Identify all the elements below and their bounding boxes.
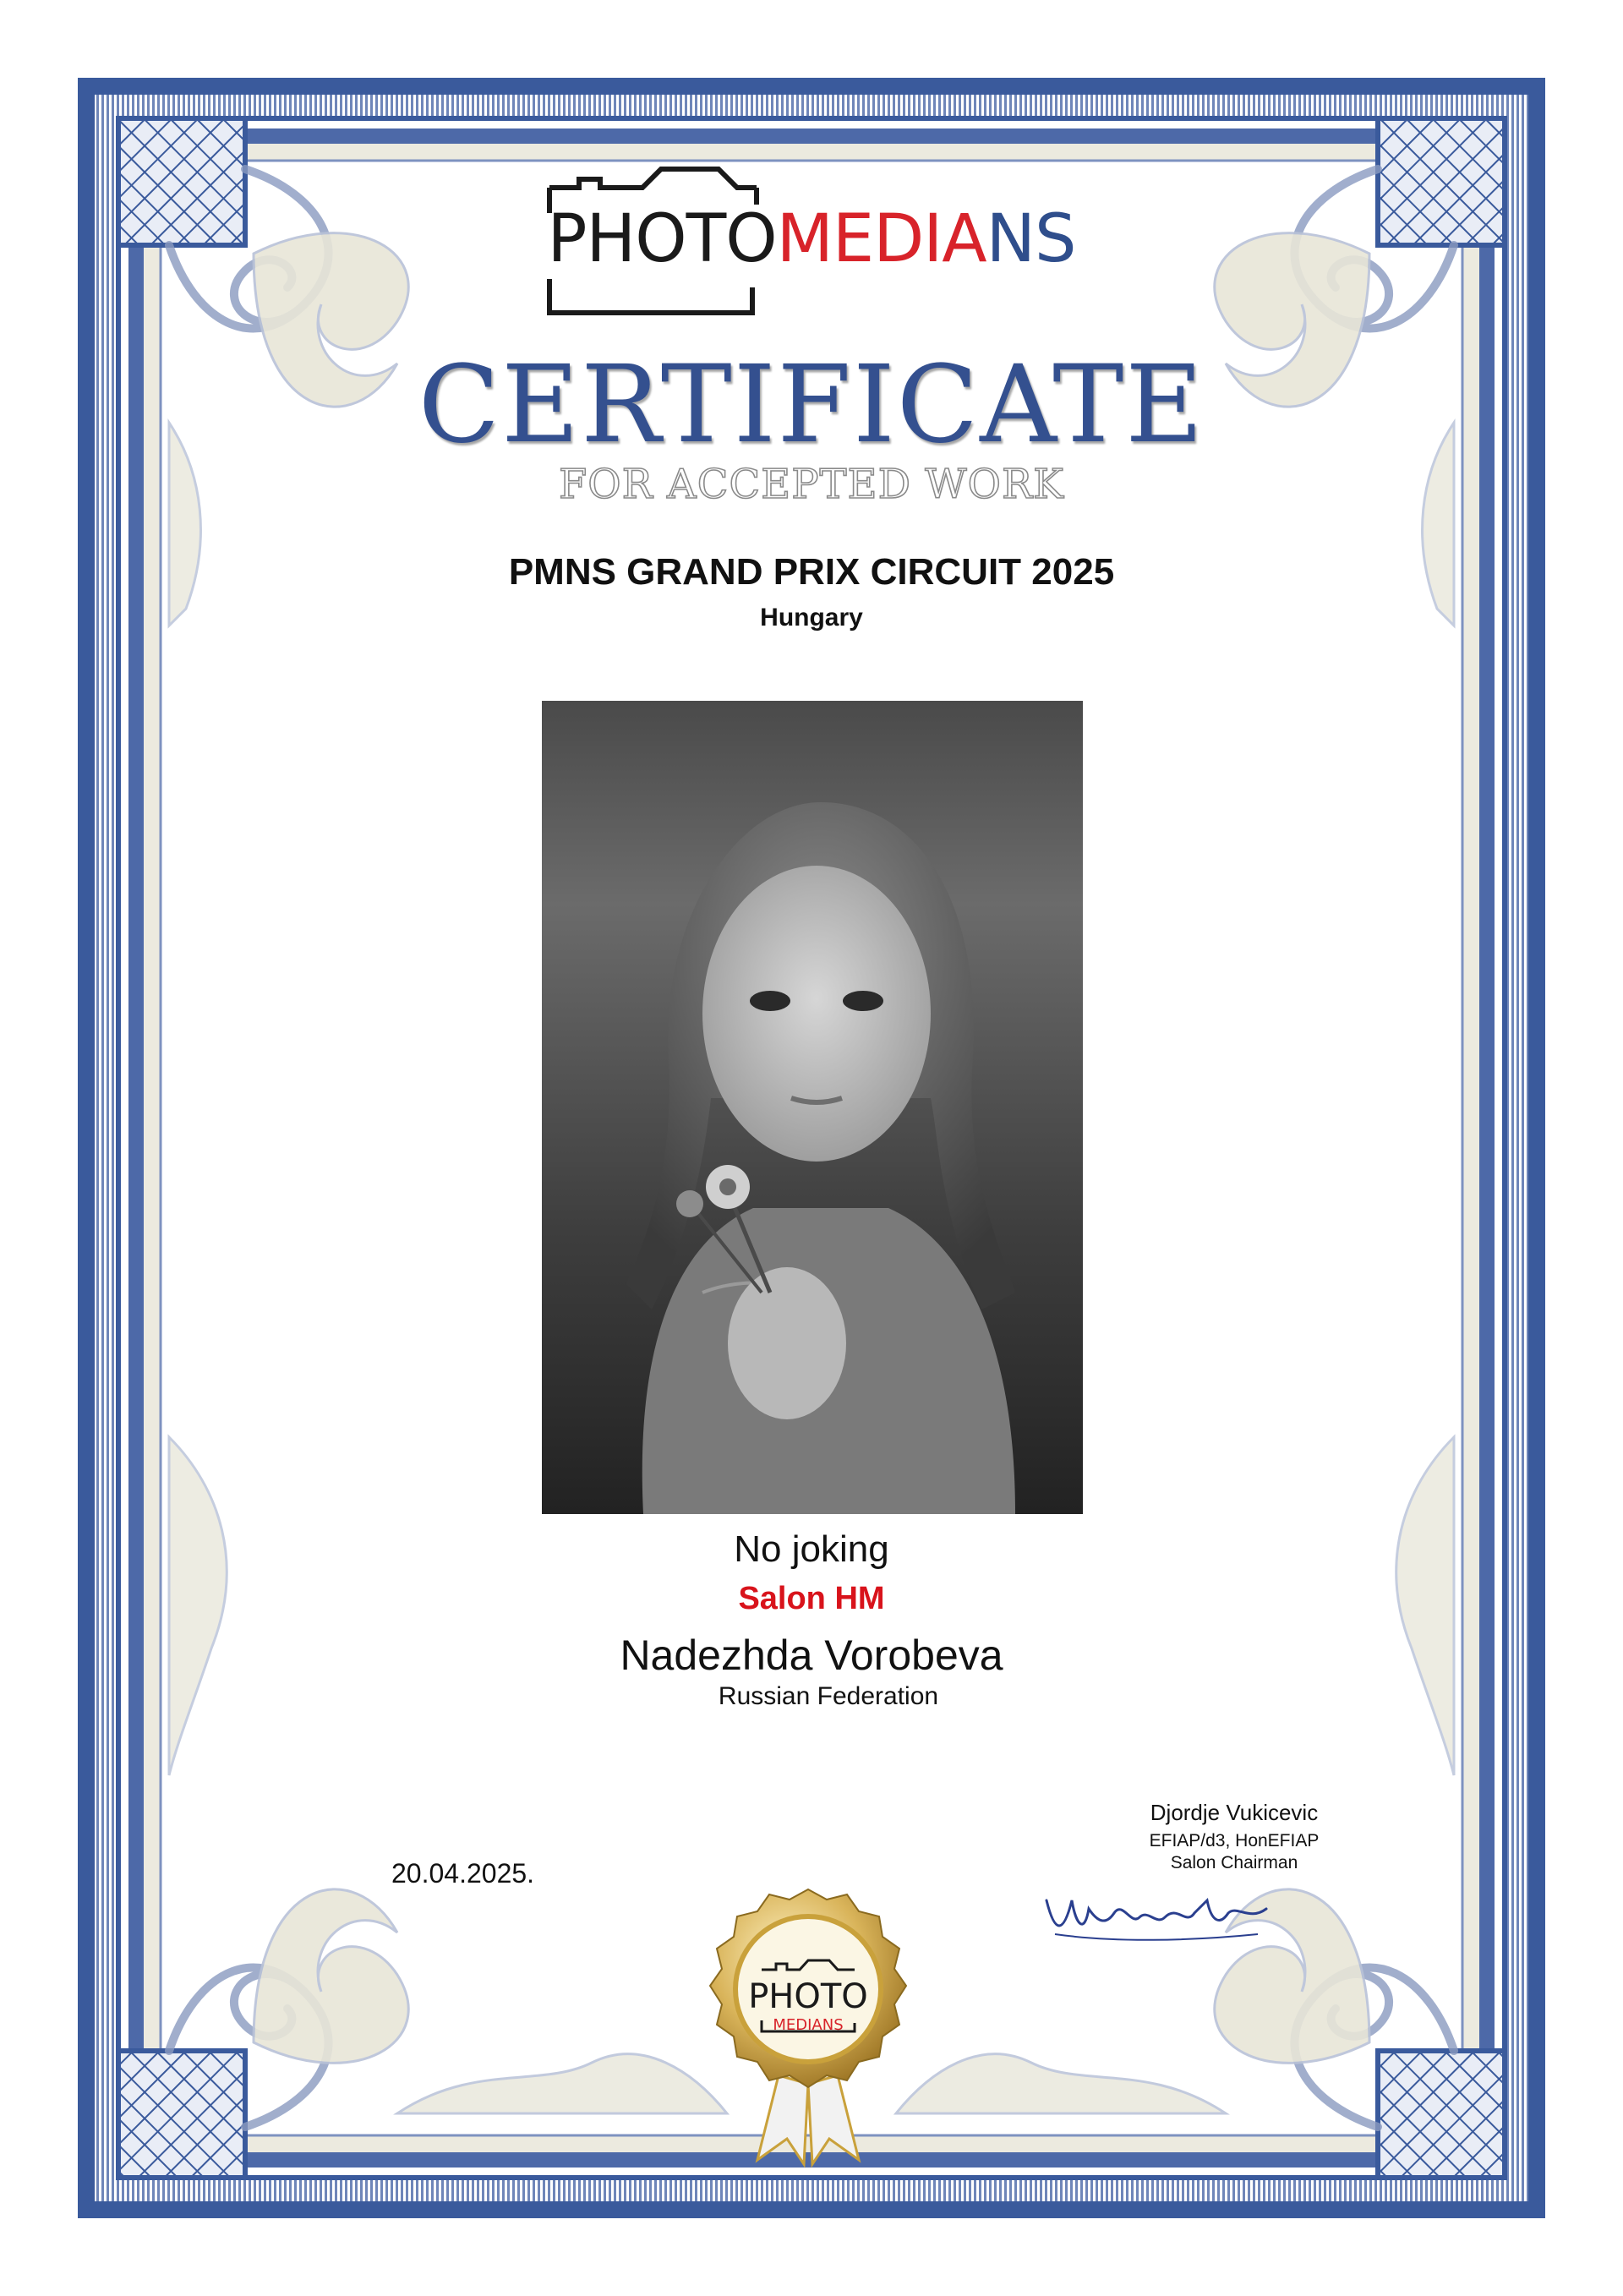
photomedians-logo	[473, 161, 1150, 330]
chairman-role: Salon Chairman	[1170, 1853, 1298, 1872]
seal-line2: MEDIANS	[773, 2016, 844, 2034]
logo-part-photo: PHOTO	[547, 201, 777, 277]
logo-wordmark	[473, 201, 1150, 277]
chairman-signature	[1038, 1875, 1275, 1951]
accepted-photograph	[542, 701, 1083, 1514]
logo-part-media: MEDIA	[776, 201, 986, 277]
event-name: PMNS GRAND PRIX CIRCUIT 2025	[508, 551, 1115, 593]
award-badge: Salon HM	[738, 1581, 885, 1616]
certificate-title: CERTIFICATE	[418, 342, 1205, 467]
certificate-subtitle: FOR ACCEPTED WORK	[559, 461, 1064, 508]
author-country: Russian Federation	[718, 1682, 939, 1710]
author-name: Nadezhda Vorobeva	[620, 1632, 1003, 1679]
gold-seal-icon	[681, 1881, 935, 2168]
logo-part-ns: NS	[986, 201, 1076, 277]
event-country: Hungary	[760, 604, 863, 631]
work-title: No joking	[734, 1528, 889, 1570]
issue-date: 20.04.2025.	[391, 1858, 535, 1889]
seal-line1: PHOTO	[748, 1977, 868, 2016]
chairman-titles: EFIAP/d3, HonEFIAP	[1149, 1831, 1320, 1850]
chairman-name: Djordje Vukicevic	[1150, 1800, 1319, 1825]
